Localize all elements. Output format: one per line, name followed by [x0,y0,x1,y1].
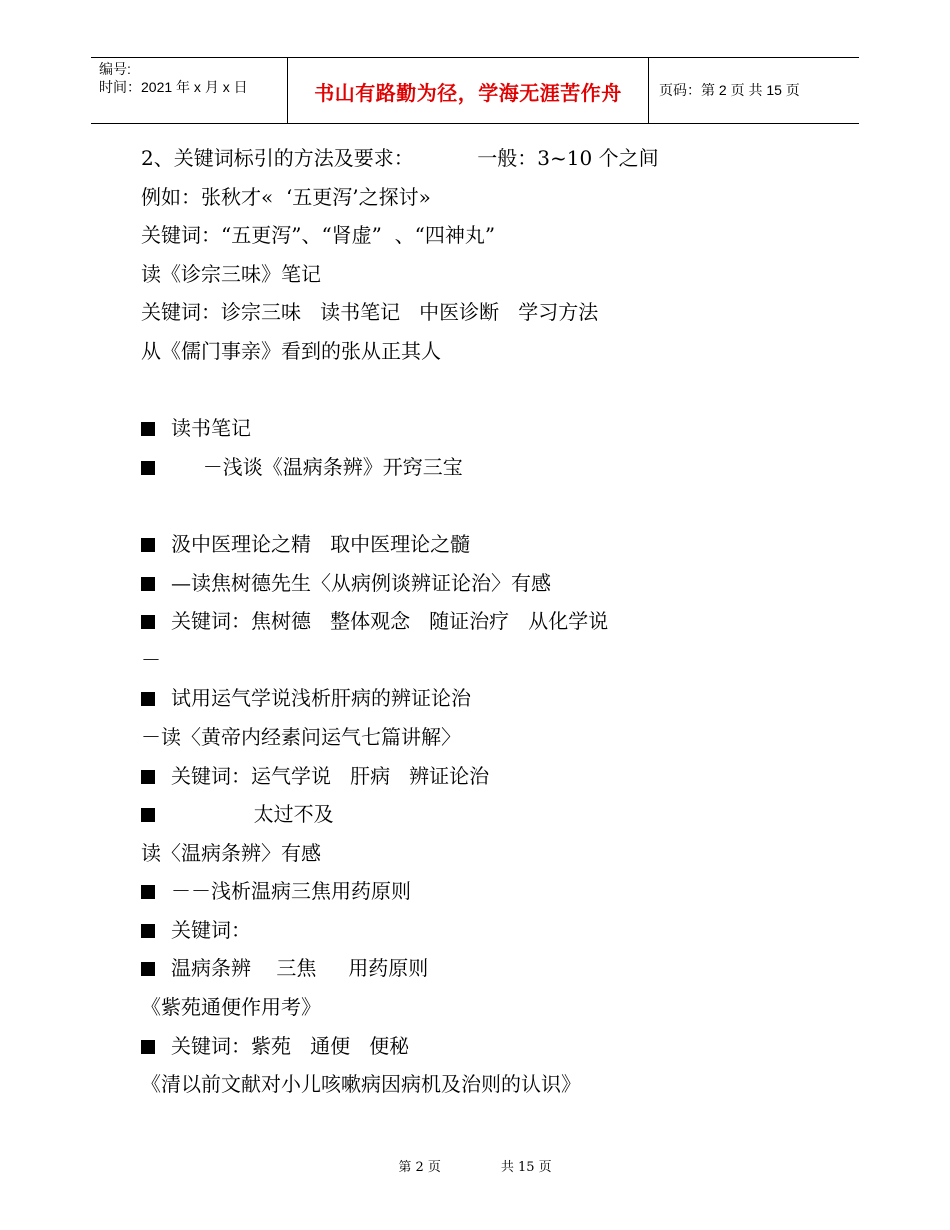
square-bullet-icon [141,692,155,706]
line-text: 温病条辨 三焦 用药原则 [171,956,429,981]
bullet-list-item [141,602,841,641]
bullet-list-item [141,872,841,911]
text-line [141,371,841,410]
square-bullet-icon [141,615,155,629]
header-page-number: 页码：第 2 页 共 15 页 [659,82,800,98]
line-text: 《紫苑通便作用考》 [141,995,321,1020]
line-text: 2、关键词标引的方法及要求： 一般：3~10 个之间 [141,146,659,170]
square-bullet-icon [141,808,155,822]
bullet-list-item [141,949,841,988]
document-id-label: 编号: [99,61,131,77]
bullet-list-item [141,679,841,718]
bullet-list-item [141,911,841,950]
line-text: 关键词：焦树德 整体观念 随证治疗 从化学说 [171,609,609,634]
text-line [141,216,841,255]
line-text: 太过不及 [171,802,334,827]
footer-page-current: 第 2 页 [398,1160,441,1175]
footer-page-total: 共 15 页 [500,1160,552,1175]
line-text: －浅谈《温病条辨》开窍三宝 [171,454,463,479]
line-text: 读〈温病条辨〉有感 [141,840,321,865]
line-text: —读焦树德先生〈从病例谈辨证论治〉有感 [171,570,551,595]
line-text: －－浅析温病三焦用药原则 [171,879,411,904]
line-text: 关键词：诊宗三味 读书笔记 中医诊断 学习方法 [141,300,599,325]
square-bullet-icon [141,885,155,899]
bullet-list-item [141,525,841,564]
square-bullet-icon [141,577,155,591]
square-bullet-icon [141,1040,155,1054]
bullet-list-item [141,757,841,796]
text-line [141,178,841,217]
line-text: － [141,647,161,672]
line-text: 关键词： [171,917,251,942]
line-text: 从《儒门事亲》看到的张从正其人 [141,338,441,363]
page-header [91,57,859,124]
document-body [141,139,841,1104]
line-text: 例如：张秋才« ‘五更泻’之探讨» [141,184,431,209]
document-time-label: 时间：2021 年 x 月 x 日 [99,79,248,95]
line-text: 关键词：“五更泻”、“肾虚” 、“四神丸” [141,223,496,248]
text-line [141,1065,841,1104]
text-line [141,332,841,371]
text-line [141,834,841,873]
square-bullet-icon [141,962,155,976]
text-line [141,641,841,680]
line-text: 关键词：运气学说 肝病 辨证论治 [171,763,490,788]
bullet-list-item [141,448,841,487]
line-text: 读书笔记 [171,416,251,441]
square-bullet-icon [141,422,155,436]
square-bullet-icon [141,924,155,938]
bullet-list-item [141,409,841,448]
line-text: 读《诊宗三味》笔记 [141,261,321,286]
text-line [141,293,841,332]
text-line [141,139,841,178]
square-bullet-icon [141,770,155,784]
header-meta-cell [91,58,287,123]
line-text: 关键词：紫苑 通便 便秘 [171,1033,410,1058]
text-line [141,718,841,757]
line-text: 《清以前文献对小儿咳嗽病因病机及治则的认识》 [141,1072,581,1097]
square-bullet-icon [141,538,155,552]
bullet-list-item [141,795,841,834]
bullet-list-item [141,564,841,603]
line-text: －读〈黄帝内经素问运气七篇讲解〉 [141,724,461,749]
header-page-cell [649,58,859,123]
text-line [141,255,841,294]
page-footer [0,1156,950,1175]
bullet-list-item [141,1027,841,1066]
header-motto: 书山有路勤为径，学海无涯苦作舟 [314,83,622,105]
square-bullet-icon [141,461,155,475]
header-motto-cell [287,58,649,123]
line-text: 试用运气学说浅析肝病的辨证论治 [171,686,471,711]
line-text: 汲中医理论之精 取中医理论之髓 [171,531,471,556]
text-line [141,988,841,1027]
text-line [141,486,841,525]
